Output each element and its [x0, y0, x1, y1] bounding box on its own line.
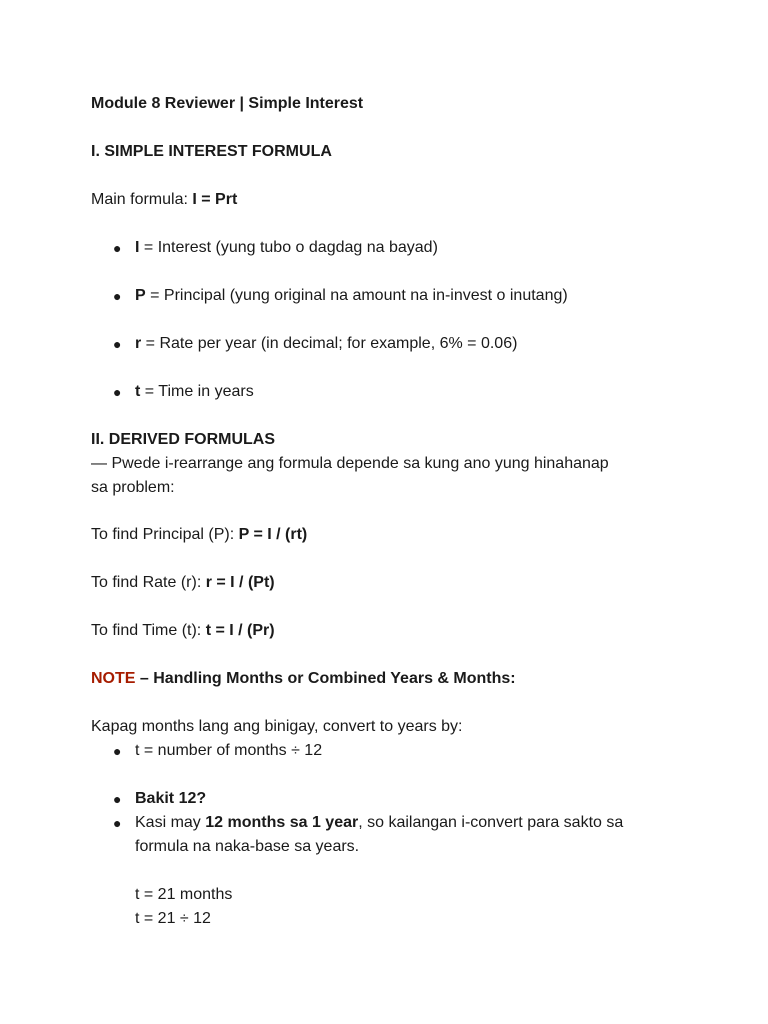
section-1-heading: I. SIMPLE INTEREST FORMULA [91, 143, 332, 160]
section-2-heading: II. DERIVED FORMULAS [91, 431, 276, 448]
bullet-icon: ● [113, 743, 122, 759]
explanation-bold: 12 months sa 1 year [205, 814, 359, 831]
variable-description: = Interest (yung tubo o dagdag na bayad) [139, 239, 438, 256]
section-2-intro-line-2: sa problem: [91, 479, 175, 496]
variable-term: t [135, 383, 141, 400]
principal-formula-line [91, 523, 307, 547]
main-formula-line [91, 188, 237, 212]
main-formula-label: Main formula: [91, 191, 193, 208]
months-conversion-formula: t = number of months ÷ 12 [135, 742, 323, 759]
note-intro: Kapag months lang ang binigay, convert to years by: [91, 718, 463, 735]
why-12-question: Bakit 12? [135, 790, 207, 807]
bullet-icon: ● [113, 336, 122, 352]
variable-term: I [135, 239, 140, 256]
bullet-icon: ● [113, 384, 122, 400]
explanation-line-2: formula na naka-base sa years. [135, 838, 360, 855]
explanation-pre: Kasi may [135, 814, 206, 831]
time-formula: t = I / (Pr) [205, 622, 275, 639]
bullet-icon: ● [113, 791, 122, 807]
variable-description: = Time in years [140, 383, 254, 400]
document-title: Module 8 Reviewer | Simple Interest [91, 95, 364, 112]
rate-formula-line [91, 571, 275, 595]
example-line-2: t = 21 ÷ 12 [135, 910, 211, 927]
example-line-1: t = 21 months [135, 886, 233, 903]
principal-label: To find Principal (P): [91, 526, 239, 543]
time-formula-line [91, 619, 275, 643]
time-label: To find Time (t): [91, 622, 206, 639]
bullet-icon: ● [113, 288, 122, 304]
bullet-icon: ● [113, 240, 122, 256]
note-heading-line [91, 667, 516, 691]
variable-term: r [135, 335, 142, 352]
rate-label: To find Rate (r): [91, 574, 206, 591]
note-heading: – Handling Months or Combined Years & Months: [135, 670, 516, 687]
variable-description: = Rate per year (in decimal; for example, 6% = 0.06) [141, 335, 518, 352]
main-formula: I = Prt [192, 191, 238, 208]
variable-description: = Principal (yung original na amount na in-invest o inutang) [145, 287, 568, 304]
note-label: NOTE [91, 670, 136, 687]
explanation-post: , so kailangan i-convert para sakto sa [358, 814, 624, 831]
variable-term: P [135, 287, 146, 304]
bullet-icon: ● [113, 815, 122, 831]
rate-formula: r = I / (Pt) [205, 574, 275, 591]
section-2-intro-line-1: — Pwede i-rearrange ang formula depende sa kung ano yung hinahanap [91, 455, 609, 472]
principal-formula: P = I / (rt) [238, 526, 308, 543]
